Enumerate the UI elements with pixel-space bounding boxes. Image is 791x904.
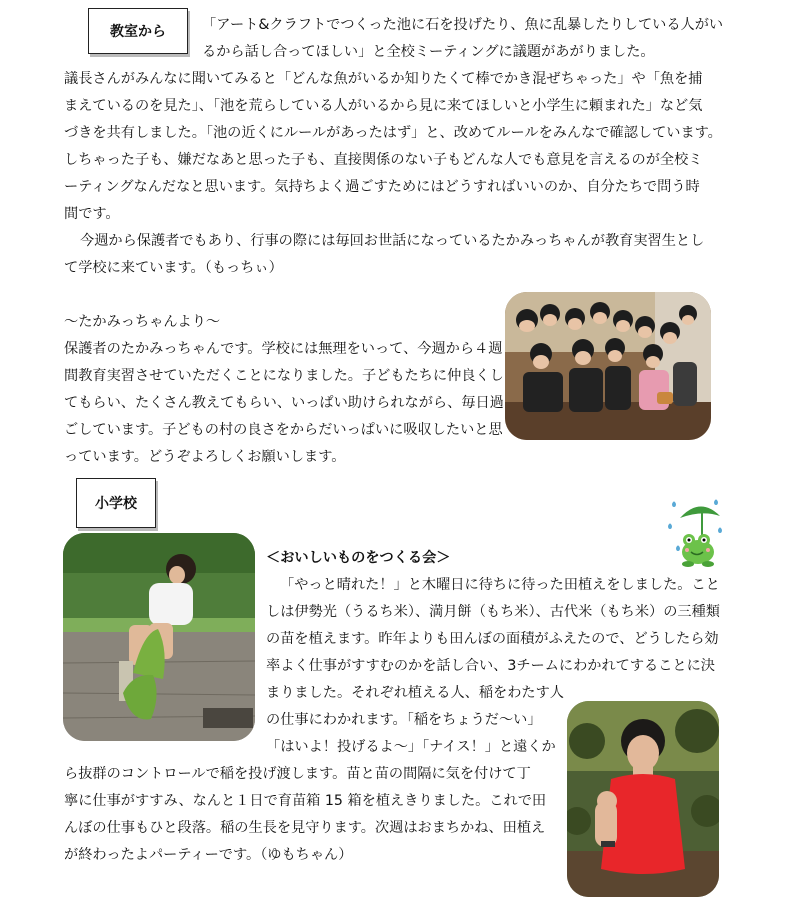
elementary-line: の苗を植えます。昨年よりも田んぼの面積がふえたので、どうしたら効 <box>266 631 719 647</box>
classroom-line: ーティングなんだなと思います。気持ちよく過ごすためにはどうすればいいのか、自分たちで問う時 <box>64 179 700 195</box>
classroom-line: しちゃった子も、嫌だなあと思った子も、直接関係のない子もどんな人でも意見を言えるのが全校ミ <box>64 152 703 168</box>
classroom-line: 「アート&クラフトでつくった池に石を投げたり、魚に乱暴したりしている人がい <box>202 17 724 33</box>
elementary-line: んぼの仕事もひと段落。稲の生長を見守ります。次週はおまちかね、田植え <box>64 820 546 836</box>
takamicchan-line: ごしています。子どもの村の良さをからだいっぱいに吸収したいと思 <box>64 422 503 438</box>
elementary-line: まりました。それぞれ植える人、稲をわたす人 <box>266 685 564 701</box>
elementary-line: が終わったよパーティーです。（ゆもちゃん） <box>64 847 353 863</box>
takamicchan-line: っています。どうぞよろしくお願いします。 <box>64 449 346 465</box>
classroom-label-text: 教室から <box>110 24 166 40</box>
boy-red-shirt-photo <box>567 701 719 897</box>
classroom-section-label <box>88 8 188 54</box>
takamicchan-line: 〜たかみっちゃんより〜 <box>64 314 221 330</box>
takamicchan-line: てもらい、たくさん教えてもらい、いっぱい助けられながら、毎日過 <box>64 395 504 411</box>
elementary-line: 「はいよ！投げるよ〜」「ナイス！」と遠くか <box>266 739 556 755</box>
classroom-line: て学校に来ています。（もっちぃ） <box>64 260 283 276</box>
takamicchan-line: 保護者のたかみっちゃんです。学校には無理をいって、今週から４週 <box>64 341 503 357</box>
elementary-section-label <box>76 478 156 528</box>
classroom-line: るから話し合ってほしい」と全校ミーティングに議題があがりました。 <box>202 44 655 60</box>
elementary-heading: ＜おいしいものをつくる会＞ <box>266 550 451 566</box>
elementary-line: の仕事にわかれます。「稲をちょうだ〜い」 <box>266 712 542 728</box>
classroom-line: 議長さんがみんなに聞いてみると「どんな魚がいるか知りたくて棒でかき混ぜちゃった」や「魚を捕 <box>64 71 703 87</box>
classroom-line: づきを共有しました。「池の近くにルールがあったはず」と、改めてルールをみんなで確認しています。 <box>64 125 722 141</box>
classroom-line: まえているのを見た」、「池を荒らしている人がいるから見に来てほしいと小学生に頼まれた」など気 <box>64 98 703 114</box>
elementary-line: しは伊勢光（うるち米）、満月餅（もち米）、古代米（もち米）の三種類 <box>266 604 720 620</box>
elementary-line: 率よく仕事がすすむのかを話し合い、3チームにわかれてすることに決 <box>266 658 715 674</box>
frog-with-leaf-umbrella-icon <box>662 496 726 570</box>
elementary-line: 「やっと晴れた！」と木曜日に待ちに待った田植えをしました。こと <box>280 577 720 593</box>
elementary-line: 寧に仕事がすすみ、なんと１日で育苗箱 15 箱を植えきりました。これで田 <box>64 793 547 809</box>
classroom-line: 間です。 <box>64 206 120 222</box>
rice-planting-photo <box>63 533 255 741</box>
group-photo-children <box>505 292 711 440</box>
takamicchan-line: 間教育実習させていただくことになりました。子どもたちに仲良くし <box>64 368 504 384</box>
classroom-line: 今週から保護者でもあり、行事の際には毎回お世話になっているたかみっちゃんが教育実習生とし <box>80 233 705 249</box>
elementary-line: ら抜群のコントロールで稲を投げ渡します。苗と苗の間隔に気を付けて丁 <box>64 766 531 782</box>
elementary-label-text: 小学校 <box>95 496 137 512</box>
